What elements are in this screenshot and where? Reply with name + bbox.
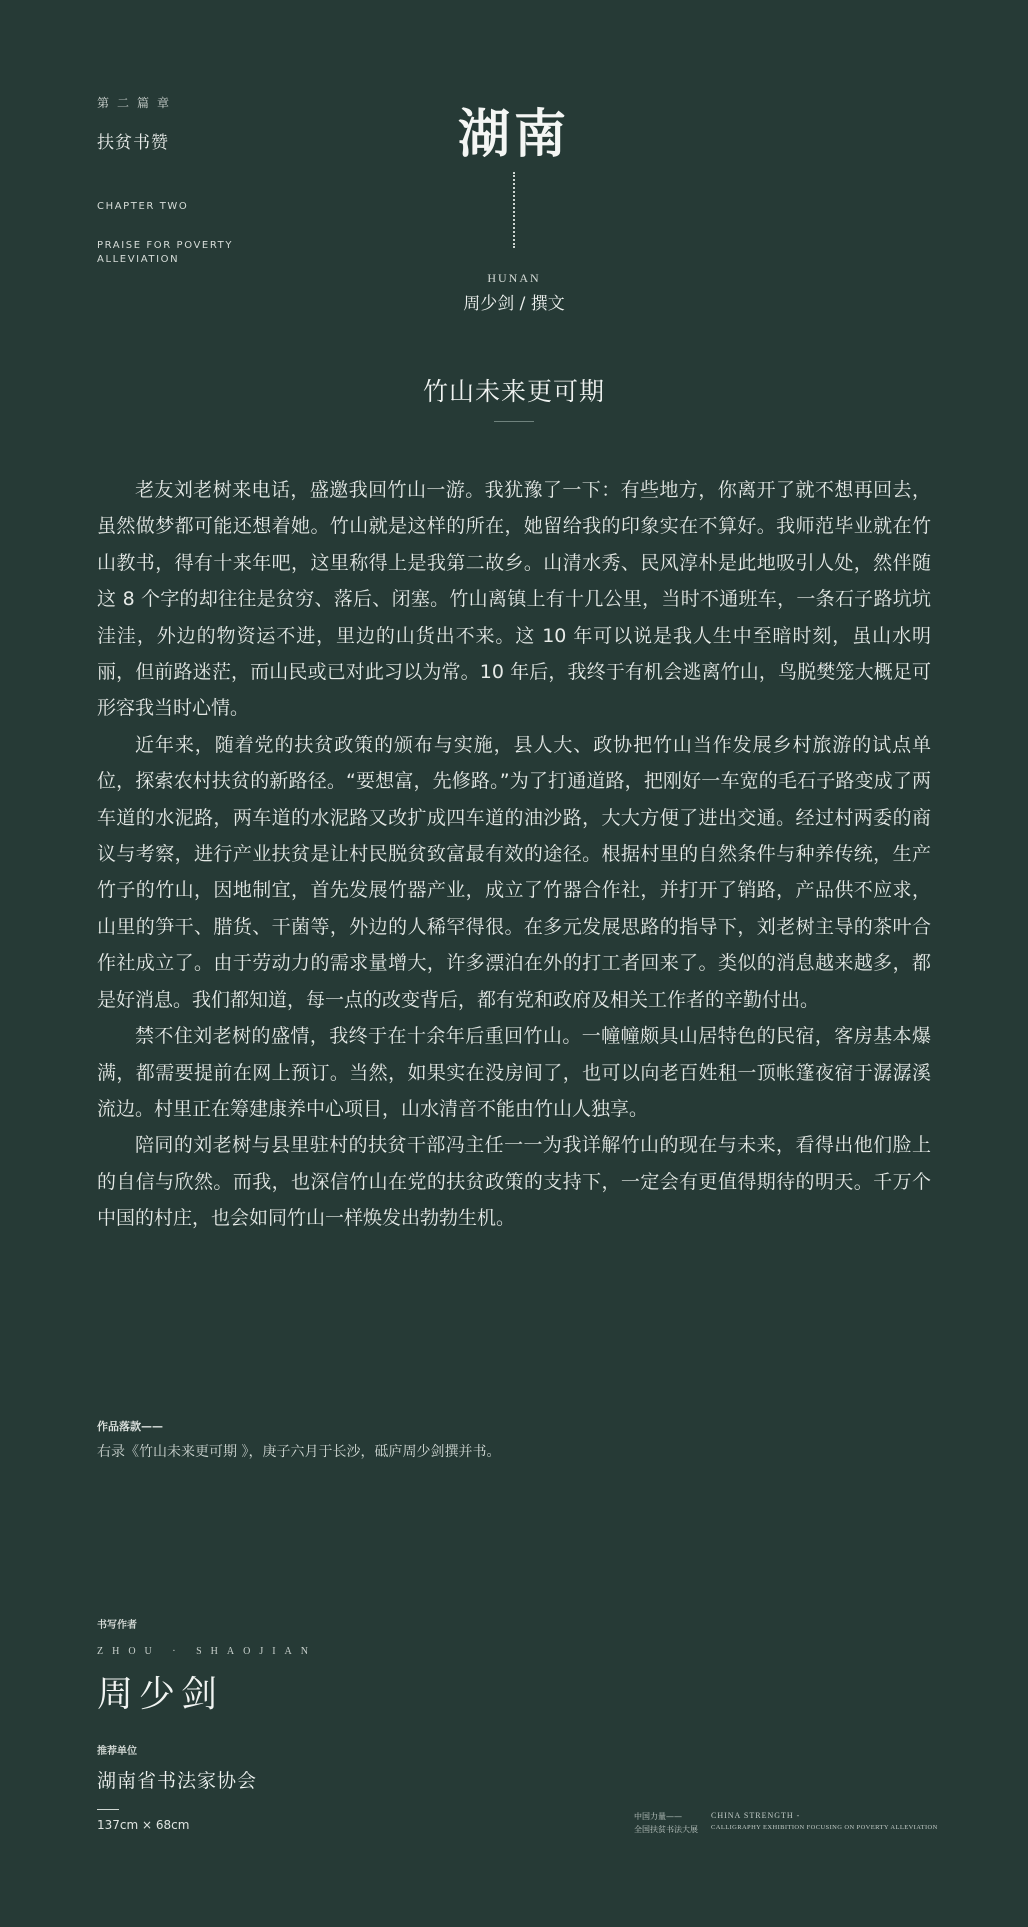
footer-brand-cn: 中国力量—— (634, 1812, 682, 1821)
recommend-label: 推荐单位 (97, 1746, 137, 1757)
recommend-org: 湖南省书法家协会 (97, 1770, 258, 1792)
article-body (97, 472, 931, 1237)
paragraph: 禁不住刘老树的盛情，我终于在十余年后重回竹山。一幢幢颇具山居特色的民宿，客房基本爆满，都需要提前在网上预订。当然，如果实在没房间了，也可以向老百姓租一顶帐篷夜宿于潺潺溪流边。村里正在筹建康养中心项目，山水清音不能由竹山人独享。 (97, 1025, 931, 1120)
chapter-number: 第二篇章 (97, 96, 178, 110)
paragraph: 近年来，随着党的扶贫政策的颁布与实施，县人大、政协把竹山当作发展乡村旅游的试点单位，探索农村扶贫的新路径。“要想富，先修路。”为了打通道路，把刚好一车宽的毛石子路变成了两车道的水泥路，两车道的水泥路又改扩成四车道的油沙路，大大方便了进出交通。经过村两委的商议与考察，进行产业扶贫是让村民脱贫致富最有效的途径。根据村里的自然条件与种养传统，生产竹子的竹山，因地制宜，首先发展竹器产业，成立了竹器合作社，并打开了销路，产品供不应求，山里的笋干、腊货、干菌等，外边的人稀罕得很。在多元发展思路的指导下，刘老树主导的茶叶合作社成立了。由于劳动力的需求量增大，许多漂泊在外的打工者回来了。类似的消息越来越多，都是好消息。我们都知道，每一点的改变背后，都有党和政府及相关工作者的辛勤付出。 (97, 733, 931, 1011)
inscription-label: 作品落款—— (97, 1420, 163, 1433)
chapter-theme: 扶贫书赞 (97, 133, 169, 153)
province-title: 湖南 (457, 104, 570, 165)
author-name: 周少剑 (97, 1674, 224, 1715)
inscription-text: 右录《竹山未来更可期 》，庚子六月于长沙，砥庐周少剑撰并书。 (97, 1444, 501, 1460)
province-title-en: HUNAN (487, 271, 541, 285)
size-divider (97, 1809, 119, 1810)
author-label: 书写作者 (97, 1620, 137, 1631)
footer-brand-en-sub: CALLIGRAPHY EXHIBITION FOCUSING ON POVERTY ALLEVIATION (711, 1824, 938, 1831)
author-pinyin: ZHOU · SHAOJIAN (97, 1646, 317, 1657)
paragraph: 老友刘老树来电话，盛邀我回竹山一游。我犹豫了一下：有些地方，你离开了就不想再回去，虽然做梦都可能还想着她。竹山就是这样的所在，她留给我的印象实在不算好。我师范毕业就在竹山教书，得有十来年吧，这里称得上是我第二故乡。山清水秀、民风淳朴是此地吸引人处，然伴随这 8 个字的却往往是贫穷、落后、闭塞。竹山离镇上有十几公里，当时不通班车，一条石子路坑坑洼洼，外边的物资运不进，里边的山货出不来。这 10 年可以说是我人生中至暗时刻，虽山水明丽，但前路迷茫，而山民或已对此习以为常。10 年后，我终于有机会逃离竹山，鸟脱樊笼大概足可形容我当时心情。 (97, 479, 931, 720)
title-divider (494, 421, 534, 422)
footer-brand-en: CHINA STRENGTH - (711, 1811, 801, 1820)
artwork-size: 137cm × 68cm (97, 1818, 190, 1832)
article-title: 竹山未来更可期 (422, 377, 605, 406)
chapter-theme-en: PRAISE FOR POVERTY ALLEVIATION (97, 240, 234, 265)
paragraph: 陪同的刘老树与县里驻村的扶贫干部冯主任一一为我详解竹山的现在与未来，看得出他们脸上的自信与欣然。而我，也深信竹山在党的扶贫政策的支持下，一定会有更值得期待的明天。千万个中国的村庄，也会如同竹山一样焕发出勃勃生机。 (97, 1134, 931, 1230)
dotted-divider (513, 172, 517, 248)
footer-brand-cn-sub: 全国扶贫书法大展 (634, 1825, 698, 1834)
chapter-en: CHAPTER TWO (97, 201, 189, 212)
byline: 周少剑 / 撰文 (463, 294, 565, 314)
